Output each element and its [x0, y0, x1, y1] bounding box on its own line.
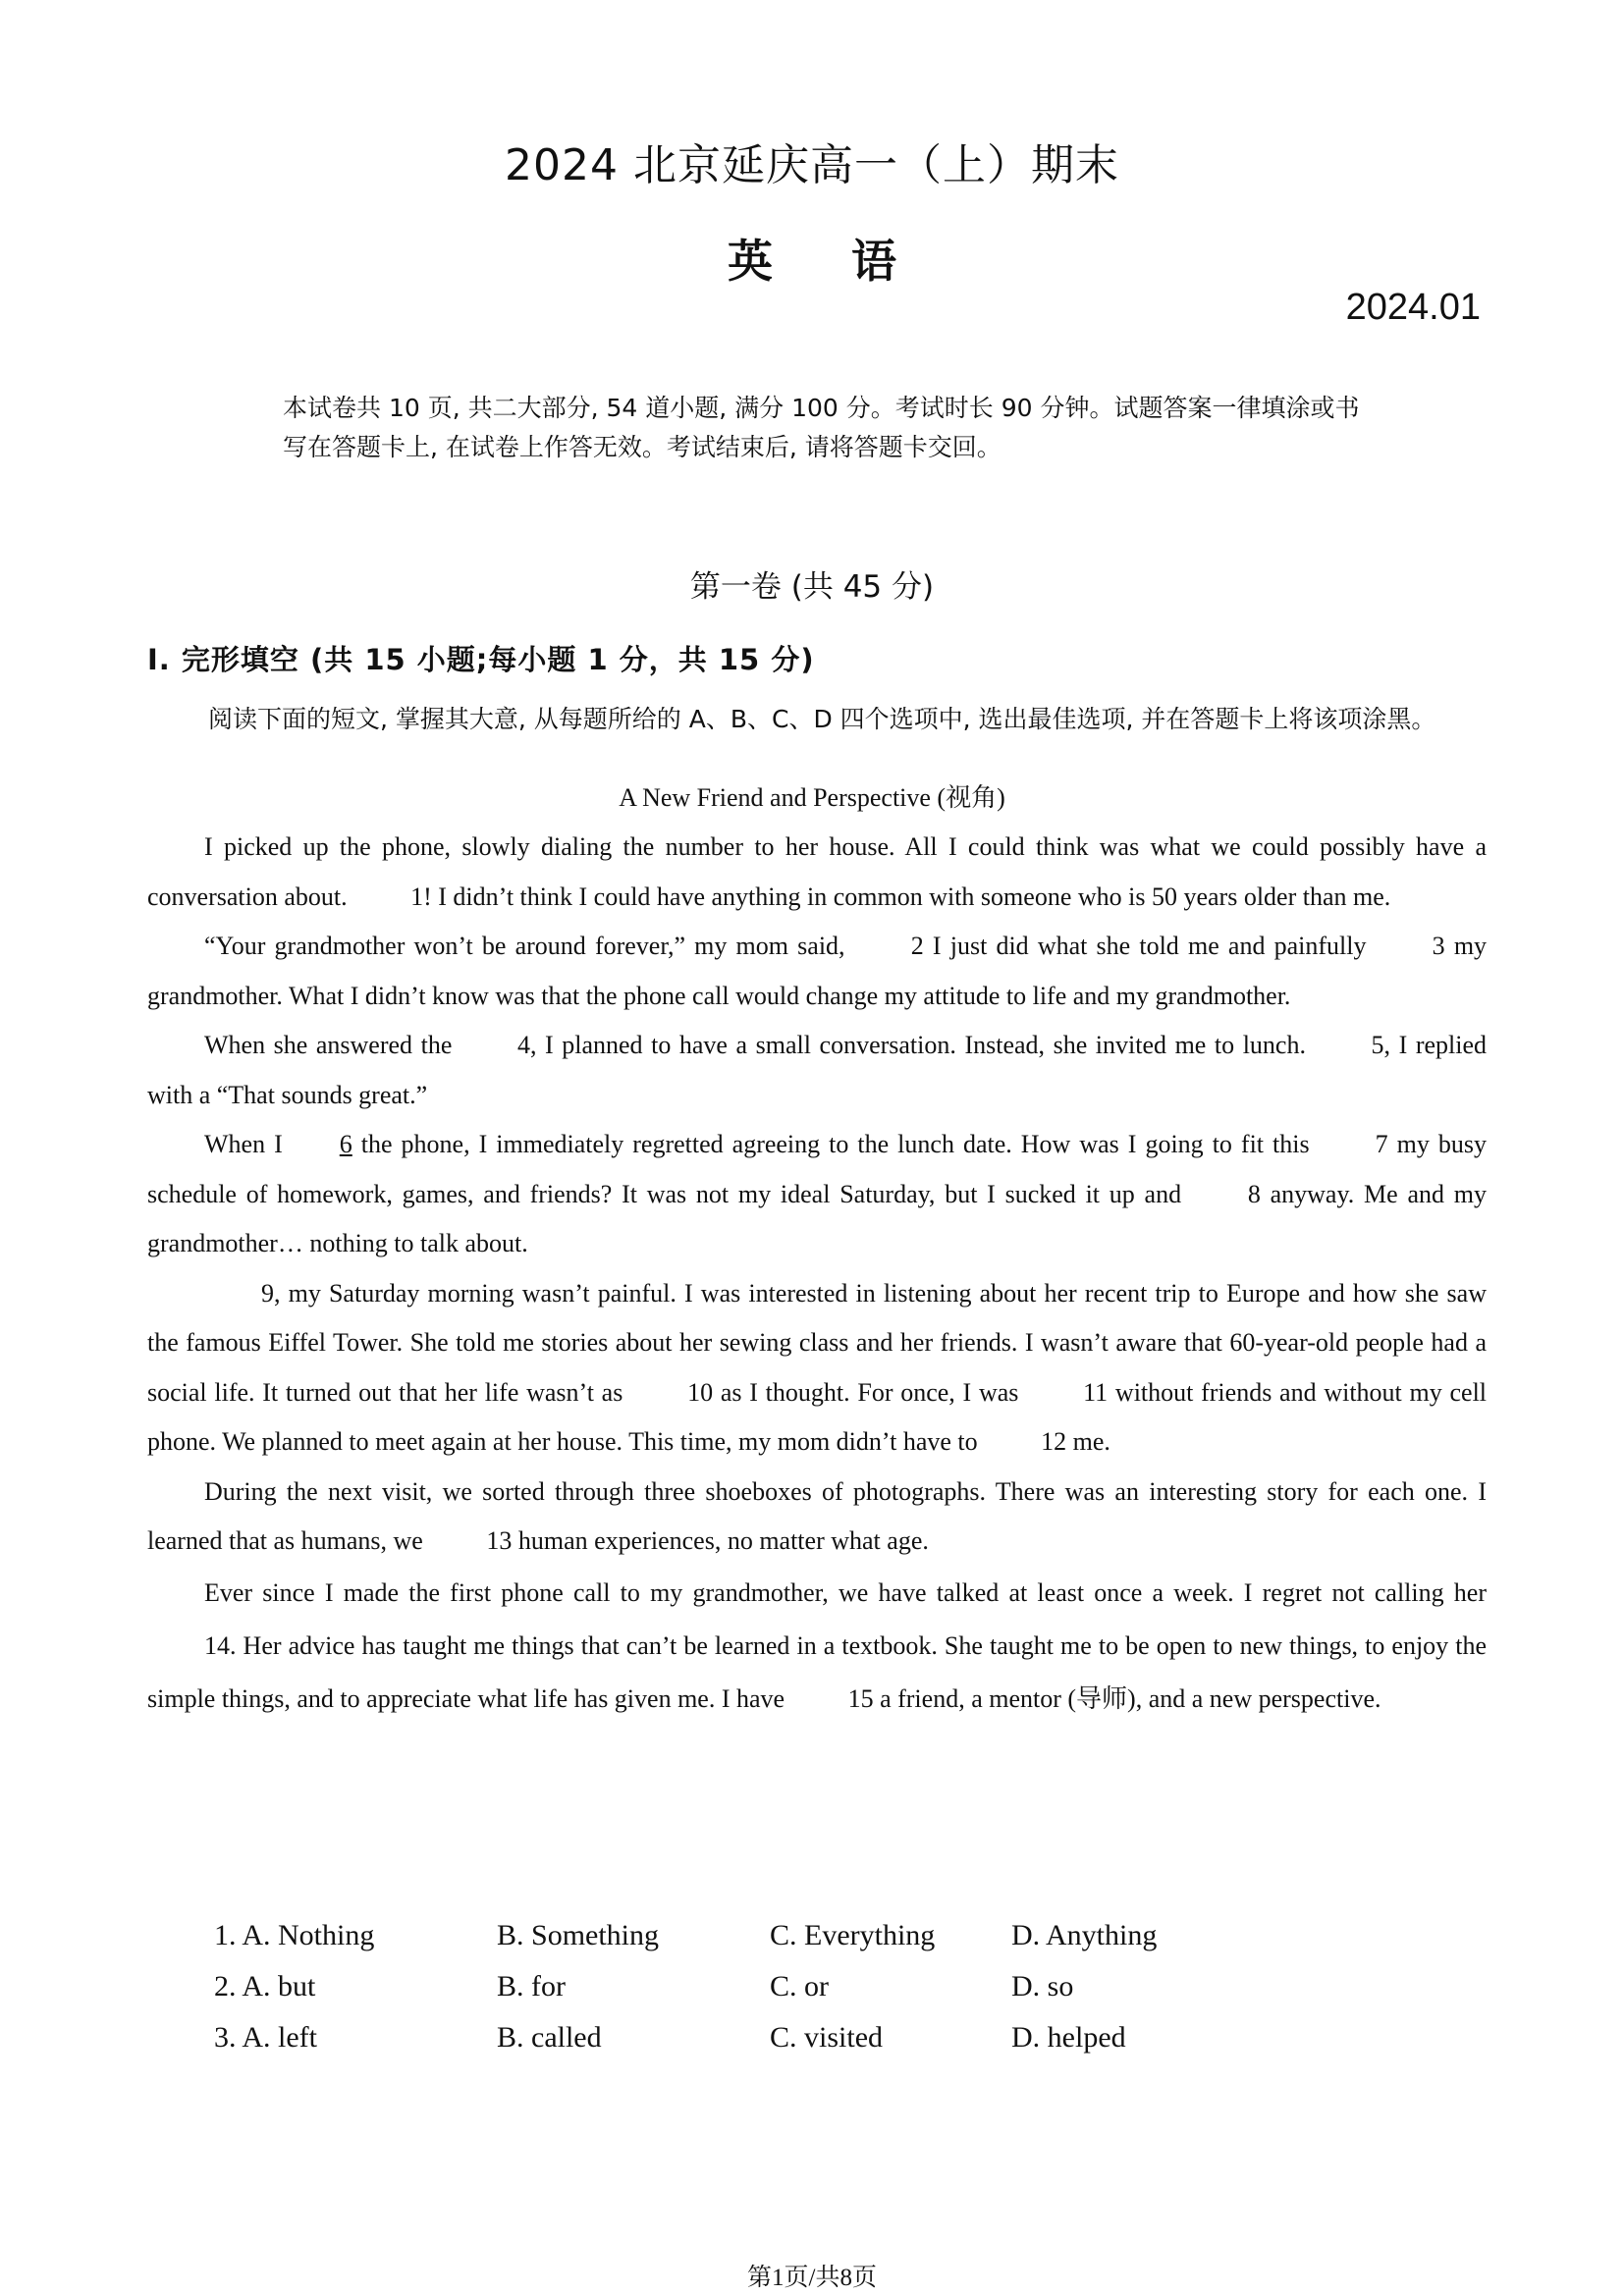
section-heading: I. 完形填空 (共 15 小题;每小题 1 分，共 15 分) [147, 643, 815, 676]
blank-2: 2 [910, 932, 924, 960]
blank-3: 3 [1432, 932, 1445, 960]
passage-paragraph: When she answered the 4, I planned to have a small conversation. Instead, she invited me to lunch. 5, I replied with a “That sounds great.” [147, 1021, 1487, 1120]
question-row [214, 1910, 1208, 1961]
passage-paragraph: 9, my Saturday morning wasn’t painful. I was interested in listening about her recent trip to Europe and how she saw the famous Eiffel Tower. She told me stories about her sewing class and her friends. I wasn’t aware that 60-year-old people had a social life. It turned out that her life wasn’t as 10 as I thought. For once, I was 11 without friends and without my cell phone. We planned to meet again at her house. This time, my mom didn’t have to 12 me. [147, 1269, 1487, 1468]
question-row [214, 2012, 1208, 2063]
option-b: B. for [497, 1970, 566, 2002]
passage-paragraph: When I 6 the phone, I immediately regretted agreeing to the lunch date. How was I going to fit this 7 my busy schedule of homework, games, and friends? It was not my ideal Saturday, but I sucked it up and 8 anyway. Me and my grandmother… nothing to talk about. [147, 1120, 1487, 1269]
passage-paragraph: Ever since I made the first phone call to my grandmother, we have talked at least once a week. I regret not calling her 14. Her advice has taught me things that can’t be learned in a textbook. She taught me to be open to new things, to enjoy the simple things, and to appreciate what life has given me. I have 15 a friend, a mentor (导师), and a new perspective. [147, 1567, 1487, 1726]
passage-paragraph: I picked up the phone, slowly dialing the number to her house. All I could think was what we could possibly have a conversation about. 1! I didn’t think I could have anything in common with someone who is 50 years older than me. [147, 823, 1487, 922]
subject-char-2: 语 [851, 235, 896, 288]
blank-12: 12 [1041, 1427, 1067, 1456]
blank-13: 13 [486, 1526, 513, 1555]
blank-4: 4 [516, 1031, 530, 1059]
exam-date: 2024.01 [1345, 287, 1481, 328]
exam-title: 2024 北京延庆高一（上）期末 [505, 140, 1119, 190]
blank-10: 10 [687, 1377, 714, 1407]
blank-11: 11 [1083, 1377, 1109, 1407]
blank-8: 8 [1247, 1179, 1261, 1208]
blank-7: 7 [1375, 1130, 1388, 1158]
part-heading: 第一卷 (共 45 分) [689, 569, 935, 605]
passage-paragraph: “Your grandmother won’t be around forever,” my mom said, 2 I just did what she told me and painfully 3 my grandmother. What I didn’t know was that the phone call would change my attitude to life and my grandmother. [147, 922, 1487, 1021]
blank-9: 9 [261, 1278, 274, 1308]
option-c: C. Everything [770, 1919, 936, 1951]
option-d: D. Anything [1011, 1919, 1158, 1951]
answer-options [214, 1910, 1208, 2063]
option-a: 3. A. left [214, 2021, 317, 2054]
option-a: 2. A. but [214, 1970, 316, 2002]
page-number: 第1页/共8页 [747, 2265, 877, 2291]
option-b: B. Something [497, 1919, 660, 1951]
blank-6: 6 [339, 1130, 352, 1158]
section-instructions: 阅读下面的短文, 掌握其大意, 从每题所给的 A、B、C、D 四个选项中, 选出最佳选项, 并在答题卡上将该项涂黑。 [208, 705, 1436, 733]
option-b: B. called [497, 2021, 602, 2054]
passage-paragraph: During the next visit, we sorted through three shoeboxes of photographs. There was an interesting story for each one. I learned that as humans, we 13 human experiences, no matter what age. [147, 1468, 1487, 1567]
option-d: D. helped [1011, 2021, 1126, 2054]
subject-char-1: 英 [728, 235, 773, 288]
option-a: 1. A. Nothing [214, 1919, 375, 1951]
blank-1: 1 [410, 881, 424, 911]
option-d: D. so [1011, 1970, 1074, 2002]
option-c: C. visited [770, 2021, 884, 2054]
question-row [214, 1961, 1208, 2012]
exam-intro: 本试卷共 10 页, 共二大部分, 54 道小题, 满分 100 分。考试时长 90 分钟。试题答案一律填涂或书写在答题卡上, 在试卷上作答无效。考试结束后, 请将答题卡交回。 [283, 394, 1360, 461]
passage-title: A New Friend and Perspective (视角) [619, 783, 1005, 812]
cloze-passage [147, 823, 1487, 1726]
blank-15: 15 [847, 1683, 874, 1713]
option-c: C. or [770, 1970, 829, 2002]
subject-title [0, 226, 1624, 291]
blank-5: 5 [1371, 1031, 1384, 1059]
blank-14: 14 [204, 1630, 230, 1660]
